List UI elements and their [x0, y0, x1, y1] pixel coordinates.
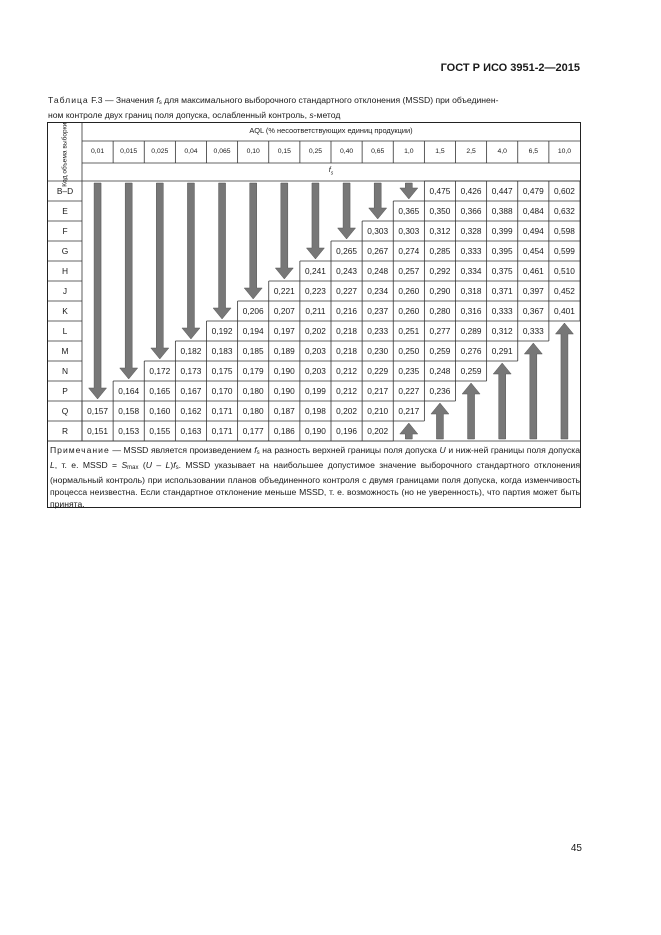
- fs-value-cell: 0,189: [273, 346, 295, 356]
- fs-value-cell: 0,260: [398, 306, 420, 316]
- fs-value-cell: 0,260: [398, 286, 420, 296]
- caption-number: F.3: [91, 95, 103, 105]
- fs-header: [82, 165, 580, 176]
- aql-header: AQL (% несоответствующих единиц продукции): [249, 126, 413, 135]
- aql-level: 0,01: [90, 148, 105, 155]
- fs-value-cell: 0,203: [305, 366, 326, 376]
- fs-value-cell: 0,479: [522, 186, 544, 196]
- fs-value-cell: 0,217: [367, 386, 389, 396]
- fs-value-cell: 0,316: [460, 306, 482, 316]
- sample-size-code: P: [62, 386, 68, 396]
- aql-level: 0,15: [277, 148, 291, 155]
- note-fs-2: f: [173, 460, 176, 470]
- fs-value-cell: 0,180: [242, 406, 264, 416]
- fs-value-cell: 0,177: [242, 426, 264, 436]
- fs-value-cell: 0,229: [367, 366, 389, 376]
- aql-level: 4,0: [497, 148, 507, 155]
- fs-value-cell: 0,227: [336, 286, 357, 296]
- caption-symbol-sub: s: [158, 100, 162, 106]
- note-text-6: –: [151, 460, 166, 470]
- note-L-2: L: [165, 460, 171, 470]
- fs-value-cell: 0,333: [460, 246, 482, 256]
- note-fs: f: [254, 445, 257, 455]
- fs-value-cell: 0,190: [273, 366, 295, 376]
- aql-level: 0,65: [371, 148, 385, 155]
- sample-size-code: E: [62, 206, 68, 216]
- caption-text-c: ном контроле двух границ поля допуска, ослабленный контроль,: [48, 110, 310, 120]
- sample-size-code: B–D: [56, 186, 74, 196]
- fs-value-cell: 0,187: [273, 406, 295, 416]
- arrow-down-icon: [244, 183, 262, 299]
- fs-value-cell: 0,164: [118, 386, 140, 396]
- fs-value-cell: 0,401: [554, 306, 575, 316]
- sample-size-code: H: [61, 266, 69, 276]
- fs-value-cell: 0,163: [180, 426, 202, 436]
- aql-level: 1,5: [435, 148, 445, 155]
- note-text-5: (: [138, 460, 146, 470]
- fs-value-cell: 0,227: [398, 386, 420, 396]
- fs-value-cell: 0,218: [336, 346, 357, 356]
- fs-value-cell: 0,277: [429, 326, 451, 336]
- sample-size-code: L: [62, 326, 68, 336]
- sample-size-code: K: [62, 306, 68, 316]
- page-number: 45: [570, 843, 582, 854]
- note-text-4: , т. е. MSSD =: [54, 460, 122, 470]
- arrow-down-icon: [89, 183, 107, 399]
- fs-value-cell: 0,312: [491, 326, 513, 336]
- caption-method: s: [309, 110, 314, 120]
- fs-value-cell: 0,223: [305, 286, 326, 296]
- arrow-up-icon: [493, 363, 511, 439]
- fs-value-cell: 0,375: [491, 266, 513, 276]
- fs-value-cell: 0,196: [336, 426, 357, 436]
- fs-value-cell: 0,167: [180, 386, 202, 396]
- fs-value-cell: 0,194: [242, 326, 264, 336]
- fs-value-cell: 0,234: [367, 286, 389, 296]
- fs-value-cell: 0,426: [460, 186, 482, 196]
- fs-value-cell: 0,510: [554, 266, 575, 276]
- fs-value-cell: 0,318: [460, 286, 482, 296]
- fs-value-cell: 0,170: [211, 386, 233, 396]
- arrow-up-icon: [400, 423, 418, 439]
- fs-value-cell: 0,211: [305, 306, 326, 316]
- fs-value-cell: 0,171: [211, 426, 233, 436]
- arrow-up-icon: [555, 323, 573, 439]
- fs-value-cell: 0,599: [554, 246, 575, 256]
- sample-size-code: N: [61, 366, 69, 376]
- fs-value-cell: 0,397: [522, 286, 544, 296]
- caption-label: Таблица: [48, 95, 89, 105]
- fs-value-cell: 0,280: [429, 306, 451, 316]
- fs-value-cell: 0,202: [367, 426, 389, 436]
- aql-level: 0,40: [339, 148, 354, 155]
- aql-level: 1,0: [404, 148, 414, 155]
- arrow-down-icon: [151, 183, 169, 359]
- fs-value-cell: 0,484: [522, 206, 544, 216]
- fs-value-cell: 0,290: [429, 286, 451, 296]
- arrow-up-icon: [524, 343, 542, 439]
- fs-value-cell: 0,157: [87, 406, 108, 416]
- sample-size-code: J: [62, 286, 68, 296]
- caption-symbol: f: [156, 95, 159, 105]
- fs-value-cell: 0,202: [305, 326, 326, 336]
- fs-value-cell: 0,180: [242, 386, 264, 396]
- fs-value-cell: 0,165: [149, 386, 171, 396]
- note-S-sub: max: [127, 465, 139, 471]
- fs-value-cell: 0,475: [429, 186, 451, 196]
- fs-value-cell: 0,155: [149, 426, 171, 436]
- arrow-down-icon: [369, 183, 387, 219]
- fs-header-sub: s: [330, 170, 334, 177]
- standard-designation: ГОСТ Р ИСО 3951-2—2015: [440, 62, 580, 74]
- fs-value-cell: 0,248: [429, 366, 451, 376]
- aql-level: 6,5: [528, 148, 539, 155]
- note-U: U: [439, 445, 446, 455]
- fs-value-cell: 0,190: [305, 426, 326, 436]
- fs-value-cell: 0,303: [398, 226, 420, 236]
- fs-value-cell: 0,285: [429, 246, 451, 256]
- fs-value-cell: 0,452: [554, 286, 575, 296]
- fs-value-cell: 0,216: [336, 306, 357, 316]
- fs-value-cell: 0,447: [491, 186, 513, 196]
- caption-text-a: — Значения: [102, 95, 157, 105]
- aql-level: 0,10: [246, 148, 260, 155]
- fs-value-cell: 0,235: [398, 366, 420, 376]
- fs-value-cell: 0,350: [429, 206, 451, 216]
- fs-value-cell: 0,259: [429, 346, 451, 356]
- fs-value-cell: 0,153: [118, 426, 140, 436]
- fs-value-cell: 0,197: [273, 326, 295, 336]
- aql-level: 0,04: [184, 148, 198, 155]
- fs-value-cell: 0,173: [180, 366, 202, 376]
- fs-value-cell: 0,259: [460, 366, 482, 376]
- fs-value-cell: 0,251: [398, 326, 420, 336]
- fs-value-cell: 0,399: [491, 226, 513, 236]
- fs-value-cell: 0,230: [367, 346, 389, 356]
- fs-value-cell: 0,365: [398, 206, 420, 216]
- fs-value-cell: 0,182: [180, 346, 202, 356]
- fs-value-cell: 0,289: [460, 326, 482, 336]
- fs-value-cell: 0,333: [491, 306, 513, 316]
- fs-value-cell: 0,212: [336, 366, 357, 376]
- arrow-down-icon: [120, 183, 138, 379]
- aql-level: 0,25: [308, 148, 323, 155]
- arrow-up-icon: [462, 383, 480, 439]
- note-text-8: . MSSD указывает на наибольшее допустимое значение выборочного стандартного отклонения (нормальный контроль) при использовании планов объединенного контроля с двумя границами поля допуска, когда изменчивость процесса неизвестна. Если стандартное отклонение меньше MSSD, т. е. возможность (но не уверенность), что партия может быть принята.: [50, 460, 580, 509]
- fs-value-cell: 0,186: [273, 426, 295, 436]
- fs-value-cell: 0,218: [336, 326, 357, 336]
- fs-value-cell: 0,303: [367, 226, 389, 236]
- note-text-2: на разность верхней границы поля допуска: [259, 445, 440, 455]
- fs-value-cell: 0,366: [460, 206, 482, 216]
- fs-value-cell: 0,274: [398, 246, 420, 256]
- fs-value-cell: 0,237: [367, 306, 389, 316]
- aql-level: 2,5: [466, 148, 476, 155]
- fs-value-cell: 0,179: [242, 366, 264, 376]
- fs-value-cell: 0,257: [398, 266, 420, 276]
- fs-value-cell: 0,233: [367, 326, 389, 336]
- sample-size-code-header: Код объема выборки: [61, 122, 69, 187]
- fs-value-cell: 0,160: [149, 406, 171, 416]
- aql-level: 0,065: [213, 148, 231, 155]
- fs-value-cell: 0,172: [149, 366, 171, 376]
- note-label: Примечание: [50, 445, 110, 455]
- arrow-up-icon: [431, 403, 449, 439]
- caption-method-tail: -метод: [313, 110, 341, 120]
- note-U-2: U: [145, 460, 152, 470]
- fs-value-cell: 0,333: [522, 326, 544, 336]
- fs-value-cell: 0,185: [242, 346, 264, 356]
- table-note: [50, 444, 580, 510]
- fs-value-cell: 0,212: [336, 386, 357, 396]
- fs-value-cell: 0,367: [522, 306, 544, 316]
- fs-header-symbol: f: [328, 165, 331, 174]
- fs-value-cell: 0,221: [273, 286, 295, 296]
- fs-value-cell: 0,206: [242, 306, 264, 316]
- fs-value-cell: 0,171: [211, 406, 233, 416]
- fs-value-cell: 0,334: [460, 266, 482, 276]
- fs-value-cell: 0,243: [336, 266, 357, 276]
- fs-value-cell: 0,328: [460, 226, 482, 236]
- fs-value-cell: 0,598: [554, 226, 575, 236]
- sample-size-code: R: [61, 426, 69, 436]
- note-text-3: и ниж-ней границы поля допуска: [445, 445, 580, 455]
- note-text-1: — MSSD является произведением: [109, 445, 255, 455]
- arrow-down-icon: [306, 183, 324, 259]
- fs-value-cell: 0,248: [367, 266, 389, 276]
- arrow-down-icon: [275, 183, 293, 279]
- fs-value-cell: 0,183: [211, 346, 233, 356]
- fs-value-cell: 0,207: [273, 306, 295, 316]
- fs-value-cell: 0,312: [429, 226, 451, 236]
- fs-value-cell: 0,162: [180, 406, 202, 416]
- fs-value-cell: 0,276: [460, 346, 482, 356]
- fs-value-cell: 0,175: [211, 366, 233, 376]
- table-caption: [48, 94, 581, 121]
- fs-value-cell: 0,250: [398, 346, 420, 356]
- aql-level: 0,015: [120, 148, 138, 155]
- note-fs-sub-2: s: [175, 465, 179, 471]
- fs-value-cell: 0,217: [398, 406, 420, 416]
- arrow-down-icon: [338, 183, 356, 239]
- fs-value-cell: 0,203: [305, 346, 326, 356]
- fs-value-cell: 0,267: [367, 246, 389, 256]
- arrow-down-icon: [182, 183, 200, 339]
- aql-level: 0,025: [151, 148, 169, 155]
- fs-value-cell: 0,192: [211, 326, 233, 336]
- fs-value-cell: 0,210: [367, 406, 389, 416]
- fs-value-cell: 0,241: [305, 266, 326, 276]
- note-text-7: ): [170, 460, 174, 470]
- fs-value-cell: 0,461: [522, 266, 544, 276]
- aql-level: 10,0: [557, 148, 572, 155]
- fs-value-cell: 0,202: [336, 406, 357, 416]
- fs-value-cell: 0,199: [305, 386, 326, 396]
- note-S: S: [121, 460, 128, 470]
- arrow-down-icon: [213, 183, 231, 319]
- sample-size-code: F: [62, 226, 68, 236]
- fs-value-cell: 0,198: [305, 406, 326, 416]
- note-L: L: [50, 460, 55, 470]
- fs-value-cell: 0,190: [273, 386, 295, 396]
- fs-value-cell: 0,158: [118, 406, 140, 416]
- fs-value-cell: 0,292: [429, 266, 451, 276]
- fs-value-cell: 0,632: [554, 206, 575, 216]
- fs-value-cell: 0,395: [491, 246, 513, 256]
- fs-value-cell: 0,494: [522, 226, 544, 236]
- fs-value-cell: 0,371: [491, 286, 513, 296]
- arrow-down-icon: [400, 183, 418, 199]
- fs-value-cell: 0,388: [491, 206, 513, 216]
- sample-size-code: G: [61, 246, 69, 256]
- fs-value-cell: 0,151: [87, 426, 108, 436]
- caption-text-b: для максимального выборочного стандартного отклонения (MSSD) при объединен-: [161, 95, 499, 105]
- note-fs-sub: s: [256, 450, 260, 456]
- fs-value-cell: 0,602: [554, 186, 575, 196]
- fs-value-cell: 0,291: [491, 346, 513, 356]
- fs-value-cell: 0,265: [336, 246, 357, 256]
- sample-size-code: M: [61, 346, 69, 356]
- fs-value-cell: 0,236: [429, 386, 451, 396]
- fs-value-cell: 0,454: [522, 246, 544, 256]
- sample-size-code: Q: [61, 406, 69, 416]
